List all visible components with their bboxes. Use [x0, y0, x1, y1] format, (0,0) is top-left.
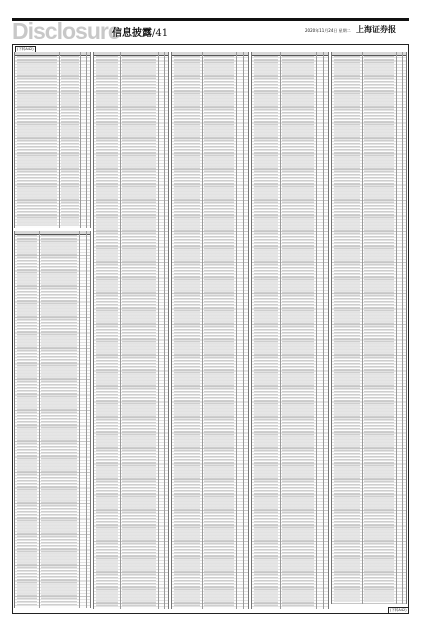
- column-rule: [86, 231, 87, 608]
- text-band: [122, 56, 156, 608]
- text-band: [96, 56, 118, 608]
- column-rule: [202, 52, 203, 609]
- column-rule: [243, 52, 244, 609]
- text-band: [17, 56, 57, 226]
- column-rule: [120, 52, 121, 609]
- disclosure-table-col-5: [331, 52, 407, 604]
- text-band: [204, 56, 234, 608]
- newspaper-name: 上海证券报: [356, 24, 396, 34]
- column-rule: [316, 52, 317, 609]
- column-rule: [396, 52, 397, 604]
- column-rule: [158, 52, 159, 609]
- column-rule: [59, 52, 60, 228]
- brand-wordmark: Disclosure: [12, 18, 120, 44]
- disclosure-table-col-3: [171, 52, 249, 609]
- column-rule: [164, 52, 165, 609]
- section-name: 信息披露: [112, 28, 152, 39]
- text-band: [61, 56, 79, 226]
- column-rule: [236, 52, 237, 609]
- column-rule: [362, 52, 363, 604]
- text-band: [364, 56, 394, 602]
- column-rule: [39, 231, 40, 608]
- disclosure-table-col-1b: [14, 231, 91, 608]
- column-rule: [323, 52, 324, 609]
- text-band: [174, 56, 200, 608]
- text-band: [334, 56, 360, 602]
- section-title: [112, 24, 168, 39]
- column-rule: [79, 231, 80, 608]
- column-rule: [86, 52, 87, 228]
- column-rule: [402, 52, 403, 604]
- column-rule: [80, 52, 81, 228]
- text-band: [282, 56, 314, 608]
- text-band: [17, 235, 37, 607]
- column-rule: [280, 52, 281, 609]
- issue-date: 2020年11月24日 星期二: [305, 28, 351, 33]
- continued-on-tag: (下转A42): [390, 608, 407, 612]
- text-band: [254, 56, 278, 608]
- disclosure-table-col-4: [251, 52, 329, 609]
- text-band: [41, 235, 77, 607]
- page-number: /41: [152, 28, 169, 39]
- disclosure-table-col-2: [93, 52, 169, 609]
- disclosure-table-col-1: [14, 52, 91, 228]
- continued-from-tag: (下转A42): [17, 47, 34, 51]
